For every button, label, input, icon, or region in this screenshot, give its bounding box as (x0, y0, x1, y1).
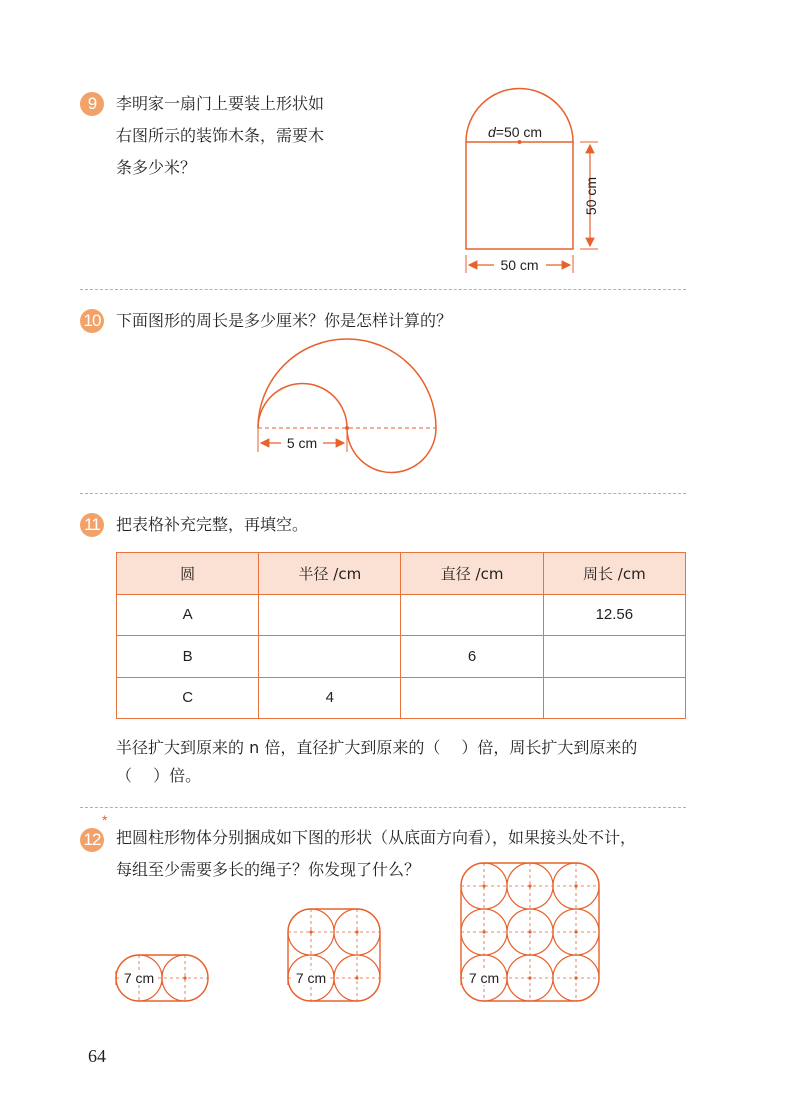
cylinder-center-dot (482, 930, 485, 933)
cylinder-center-dot (183, 976, 186, 979)
question-10-text: 下面图形的周长是多少厘米？你是怎样计算的？ (116, 311, 453, 330)
diameter-label: d=50 cm (488, 124, 543, 140)
table-header-cell: 直径 /cm (401, 553, 543, 595)
table-header-cell: 半径 /cm (259, 553, 401, 595)
cylinder-center-dot (528, 976, 531, 979)
question-9-line-3: 条多少米？ (116, 158, 197, 177)
page-number: 64 (88, 1046, 106, 1066)
question-number-badge: 12 (80, 828, 104, 852)
height-label: 50 cm (583, 176, 599, 216)
table-header-cell: 圆 (117, 553, 259, 595)
cylinder-center-dot (309, 930, 312, 933)
dim-label: 7 cm (295, 970, 327, 986)
dim-label: 5 cm (286, 435, 318, 451)
cylinder-center-dot (528, 930, 531, 933)
dim-label: 7 cm (123, 970, 155, 986)
table-cell: C (117, 677, 259, 719)
table-header-cell: 周长 /cm (543, 553, 685, 595)
cylinder-center-dot (355, 930, 358, 933)
cylinder-center-dot (528, 884, 531, 887)
cylinder-center-dot (482, 884, 485, 887)
question-number-badge: 10 (80, 309, 104, 333)
question-12-line-2: 每组至少需要多长的绳子？你发现了什么？ (116, 860, 421, 879)
width-label: 50 cm (500, 257, 539, 273)
table-cell: A (117, 594, 259, 636)
question-number-badge: 11 (80, 513, 104, 537)
rope-outline (288, 909, 380, 1001)
cylinder-center-dot (355, 976, 358, 979)
question-12-line-1: 把圆柱形物体分别捆成如下图的形状（从底面方向看），如果接头处不计， (116, 828, 637, 847)
dim-label: 7 cm (468, 970, 500, 986)
question-9-line-2: 右图所示的装饰木条，需要木 (116, 126, 325, 145)
optional-star-mark: * (102, 812, 108, 828)
question-9-line-1: 李明家一扇门上要装上形状如 (116, 94, 325, 113)
fill-in-line-1: 半径扩大到原来的 n 倍，直径扩大到原来的（ ）倍，周长扩大到原来的 (116, 738, 638, 757)
question-11-text: 把表格补充完整，再填空。 (116, 515, 309, 534)
cylinder-center-dot (574, 976, 577, 979)
cylinder-center-dot (574, 884, 577, 887)
fill-in-line-2: （ ）倍。 (116, 766, 202, 785)
table-cell: 12.56 (543, 594, 685, 636)
table-cell: 6 (401, 636, 543, 678)
cylinder-center-dot (574, 930, 577, 933)
table-cell: 4 (259, 677, 401, 719)
table-cell: B (117, 636, 259, 678)
question-number-badge: 9 (80, 92, 104, 116)
